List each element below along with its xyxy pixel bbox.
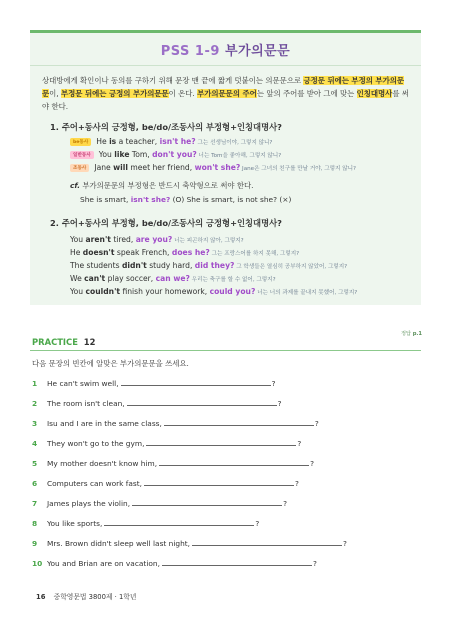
answer-blank[interactable] xyxy=(104,518,254,526)
example-general-verb: 일반동사 You like Tom, don't you? 너는 Tom을 좋아해, 그렇지 않니? xyxy=(70,150,421,159)
answer-blank[interactable] xyxy=(121,378,271,386)
answer-blank[interactable] xyxy=(164,418,314,426)
answer-blank[interactable] xyxy=(127,398,277,406)
question-item: 7 James plays the violin, ? xyxy=(32,499,288,508)
practice-heading: PRACTICE 12 xyxy=(32,337,96,347)
example-be-verb: be동사 He is a teacher, isn't he? 그는 선생님이야, 그렇지 않니? xyxy=(70,137,421,146)
question-item: 2 The room isn't clean, ? xyxy=(32,399,282,408)
tag-be-verb: be동사 xyxy=(70,138,91,146)
question-item: 10 You and Brian are on vacation, ? xyxy=(32,559,317,568)
tag-general-verb: 일반동사 xyxy=(70,151,94,159)
question-item: 5 My mother doesn't know him, ? xyxy=(32,459,315,468)
answer-reference: 정답 p.1 xyxy=(401,331,422,337)
question-item: 6 Computers can work fast, ? xyxy=(32,479,299,488)
box-title xyxy=(30,40,421,59)
answer-blank[interactable] xyxy=(132,498,282,506)
grammar-box xyxy=(30,30,421,305)
page-footer xyxy=(36,591,136,601)
example-modal-verb: 조동사 Jane will meet her friend, won't she? Jane은 그녀의 친구를 만날 거야, 그렇지 않니? xyxy=(70,163,421,172)
answer-blank[interactable] xyxy=(192,538,342,546)
title-text: 부가의문문 xyxy=(224,44,291,59)
section-2-heading: 2. 주어+동사의 부정형, be/do/조동사의 긍정형+인칭대명사? xyxy=(50,218,282,228)
section-1-heading: 1. 주어+동사의 긍정형, be/do/조동사의 부정형+인칭대명사? xyxy=(50,122,282,132)
answer-blank[interactable] xyxy=(144,478,294,486)
question-item: 9 Mrs. Brown didn't sleep well last night, ? xyxy=(32,539,347,548)
example-line: You aren't tired, are you? 너는 피곤하지 않아, 그렇지? xyxy=(70,235,244,244)
question-item: 3 Isu and I are in the same class, ? xyxy=(32,419,319,428)
question-item: 4 They won't go to the gym, ? xyxy=(32,439,302,448)
book-title: 중학영문법 3800제 · 1학년 xyxy=(53,593,137,601)
intro-paragraph: 상대방에게 확인이나 동의를 구하기 위해 문장 맨 끝에 짧게 덧붙이는 의문문으로 긍정문 뒤에는 부정의 부가의문문이, 부정문 뒤에는 긍정의 부가의문문이 온다. 부가의문문의 주어는 앞의 주어를 받아 그에 맞는 인칭대명사를 써야 한다. xyxy=(42,76,409,111)
title-divider xyxy=(30,65,421,66)
tag-modal-verb: 조동사 xyxy=(70,164,89,172)
question-item: 1 He can't swim well, ? xyxy=(32,379,276,388)
cf-example: She is smart, isn't she? (O) She is smart, is not she? (×) xyxy=(80,195,292,204)
answer-blank[interactable] xyxy=(159,458,309,466)
page-number: 16 xyxy=(36,593,46,601)
answer-blank[interactable] xyxy=(162,558,312,566)
answer-blank[interactable] xyxy=(146,438,296,446)
practice-instruction: 다음 문장의 빈칸에 알맞은 부가의문문을 쓰세요. xyxy=(32,359,189,368)
example-line: We can't play soccer, can we? 우리는 축구를 할 수 없어, 그렇지? xyxy=(70,274,276,283)
example-line: He doesn't speak French, does he? 그는 프랑스어를 하지 못해, 그렇지? xyxy=(70,248,300,257)
example-line: The students didn't study hard, did they? 그 학생들은 열심히 공부하지 않았어, 그렇지? xyxy=(70,261,348,270)
example-line: You couldn't finish your homework, could you? 너는 너의 과제를 끝내지 못했어, 그렇지? xyxy=(70,287,358,296)
title-code: PSS 1-9 xyxy=(160,44,220,59)
cf-note: cf. 부가의문문의 부정형은 반드시 축약형으로 써야 한다. xyxy=(70,181,254,190)
practice-divider xyxy=(30,350,421,351)
question-item: 8 You like sports, ? xyxy=(32,519,260,528)
